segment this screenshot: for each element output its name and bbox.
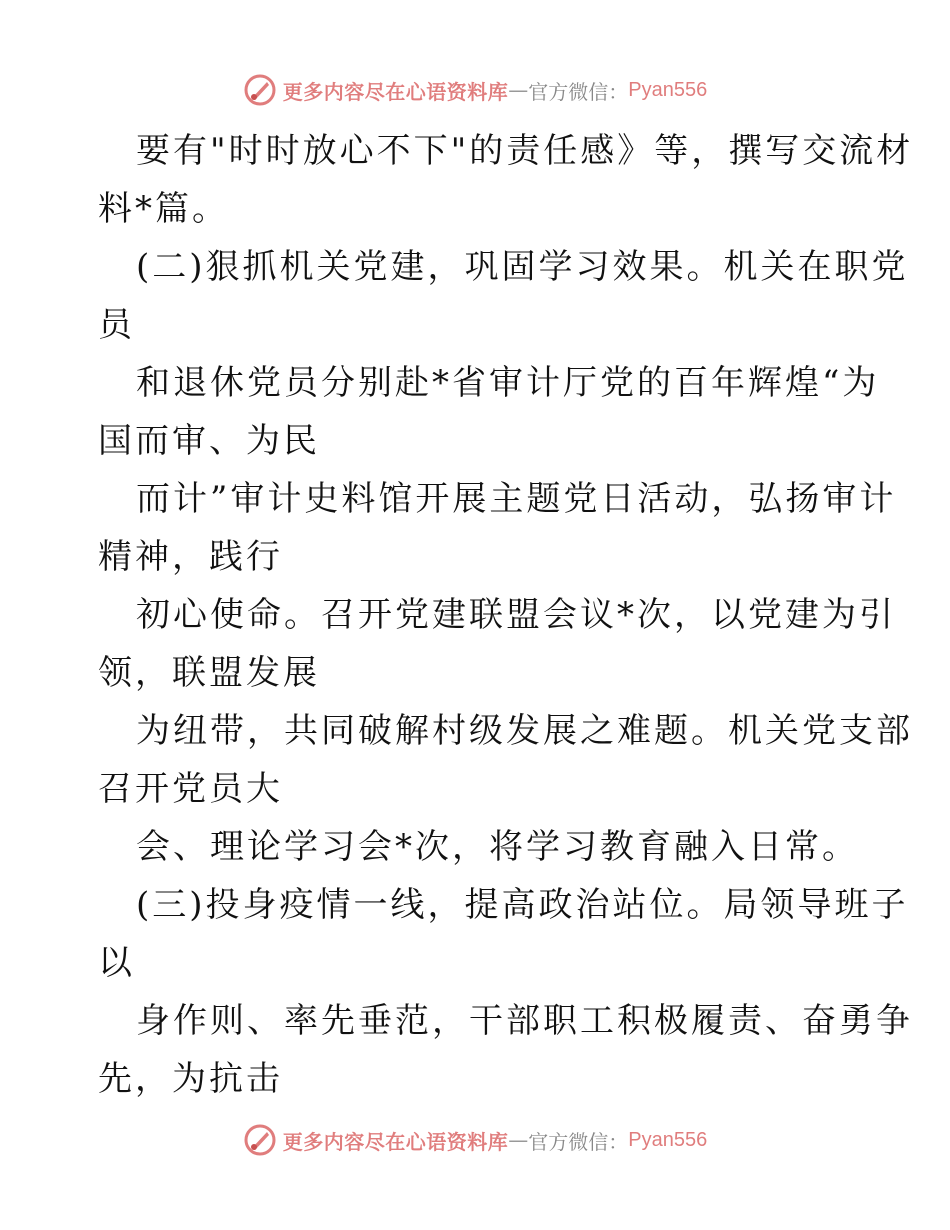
text-line: 身作则、率先垂范，干部职工积极履责、奋勇争 [136, 1001, 913, 1041]
quill-seal-icon [243, 73, 277, 107]
quill-seal-icon [243, 1123, 277, 1157]
text-line: 为纽带，共同破解村级发展之难题。机关党支部 [136, 711, 913, 751]
text-line: 和退休党员分别赴*省审计厅党的百年辉煌“为 [136, 363, 880, 403]
text-line: 会、理论学习会*次，将学习教育融入日常。 [136, 827, 859, 867]
watermark-brand: 更多内容尽在心语资料库 [282, 1129, 509, 1154]
text-line: 员 [98, 305, 135, 345]
watermark-separator: — [508, 1128, 529, 1152]
section-heading-line: (三)投身疫情一线，提高政治站位。局领导班子 [136, 885, 909, 925]
text-line: 先，为抗击 [98, 1059, 283, 1099]
watermark-label: 官方微信： [528, 79, 629, 104]
watermark-id: Pyan556 [628, 78, 708, 101]
text-line: 初心使命。召开党建联盟会议*次，以党建为引 [136, 595, 896, 635]
document-body [98, 122, 914, 1108]
watermark-separator: — [508, 78, 529, 102]
watermark-id: Pyan556 [628, 1128, 708, 1151]
text-line: 召开党员大 [98, 769, 283, 809]
watermark-header [0, 70, 950, 110]
text-line: 领，联盟发展 [98, 653, 320, 693]
text-line: 以 [98, 943, 135, 983]
watermark-footer [0, 1120, 950, 1160]
text-line: 而计”审计史料馆开展主题党日活动，弘扬审计 [136, 479, 897, 519]
text-line: 要有"时时放心不下"的责任感》等，撰写交流材 [136, 131, 914, 171]
text-line: 国而审、为民 [98, 421, 320, 461]
text-line: 精神，践行 [98, 537, 283, 577]
watermark-brand: 更多内容尽在心语资料库 [282, 79, 509, 104]
text-line: 料*篇。 [98, 189, 229, 229]
watermark-label: 官方微信： [528, 1129, 629, 1154]
section-heading-line: (二)狠抓机关党建，巩固学习效果。机关在职党 [136, 247, 909, 287]
